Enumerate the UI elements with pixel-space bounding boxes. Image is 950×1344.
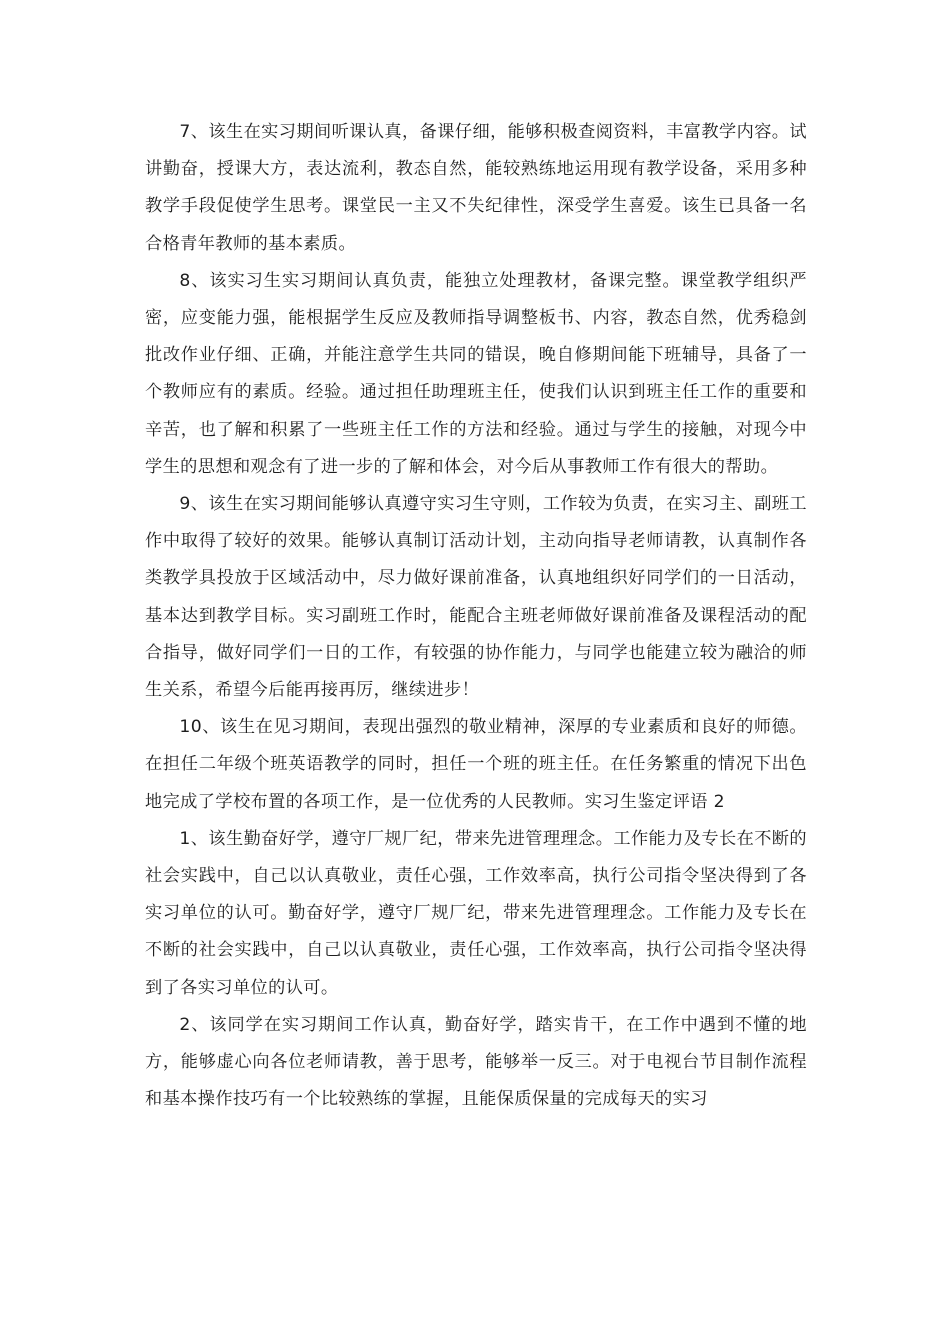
paragraph-9: 9、该生在实习期间能够认真遵守实习生守则，工作较为负责，在实习主、副班工作中取得了较好的效果。能够认真制订活动计划，主动向指导老师请教，认真制作各类教学具投放于区域活动中，尽力做好课前准备，认真地组织好同学们的一日活动，基本达到教学目标。实习副班工作时，能配合主班老师做好课前准备及课程活动的配合指导，做好同学们一日的工作，有较强的协作能力，与同学也能建立较为融洽的师生关系，希望今后能再接再厉，继续进步！ xyxy=(145,494,807,701)
document-body xyxy=(145,114,807,1118)
paragraph-2: 2、该同学在实习期间工作认真，勤奋好学，踏实肯干，在工作中遇到不懂的地方，能够虚心向各位老师请教，善于思考，能够举一反三。对于电视台节目制作流程和基本操作技巧有一个比较熟练的掌握，且能保质保量的完成每天的实习 xyxy=(145,1014,807,1110)
paragraph-1: 1、该生勤奋好学，遵守厂规厂纪，带来先进管理理念。工作能力及专长在不断的社会实践中，自己以认真敬业，责任心强，工作效率高，执行公司指令坚决得到了各实习单位的认可。勤奋好学，遵守厂规厂纪，带来先进管理理念。工作能力及专长在不断的社会实践中，自己以认真敬业，责任心强，工作效率高，执行公司指令坚决得到了各实习单位的认可。 xyxy=(145,828,807,998)
paragraph-10: 10、该生在见习期间，表现出强烈的敬业精神，深厚的专业素质和良好的师德。在担任二年级个班英语教学的同时，担任一个班的班主任。在任务繁重的情况下出色地完成了学校布置的各项工作，是一位优秀的人民教师。实习生鉴定评语 2 xyxy=(145,717,807,812)
paragraph-7: 7、该生在实习期间听课认真，备课仔细，能够积极查阅资料，丰富教学内容。试讲勤奋，授课大方，表达流利，教态自然，能较熟练地运用现有教学设备，采用多种教学手段促使学生思考。课堂民一主又不失纪律性，深受学生喜爱。该生已具备一名合格青年教师的基本素质。 xyxy=(145,122,807,254)
paragraph-8: 8、该实习生实习期间认真负责，能独立处理教材，备课完整。课堂教学组织严密，应变能力强，能根据学生反应及教师指导调整板书、内容，教态自然，优秀稳剑批改作业仔细、正确，并能注意学生共同的错误，晚自修期间能下班辅导，具备了一个教师应有的素质。经验。通过担任助理班主任，使我们认识到班主任工作的重要和辛苦，也了解和积累了一些班主任工作的方法和经验。通过与学生的接触，对现今中学生的思想和观念有了进一步的了解和体会，对今后从事教师工作有很大的帮助。 xyxy=(145,270,807,477)
